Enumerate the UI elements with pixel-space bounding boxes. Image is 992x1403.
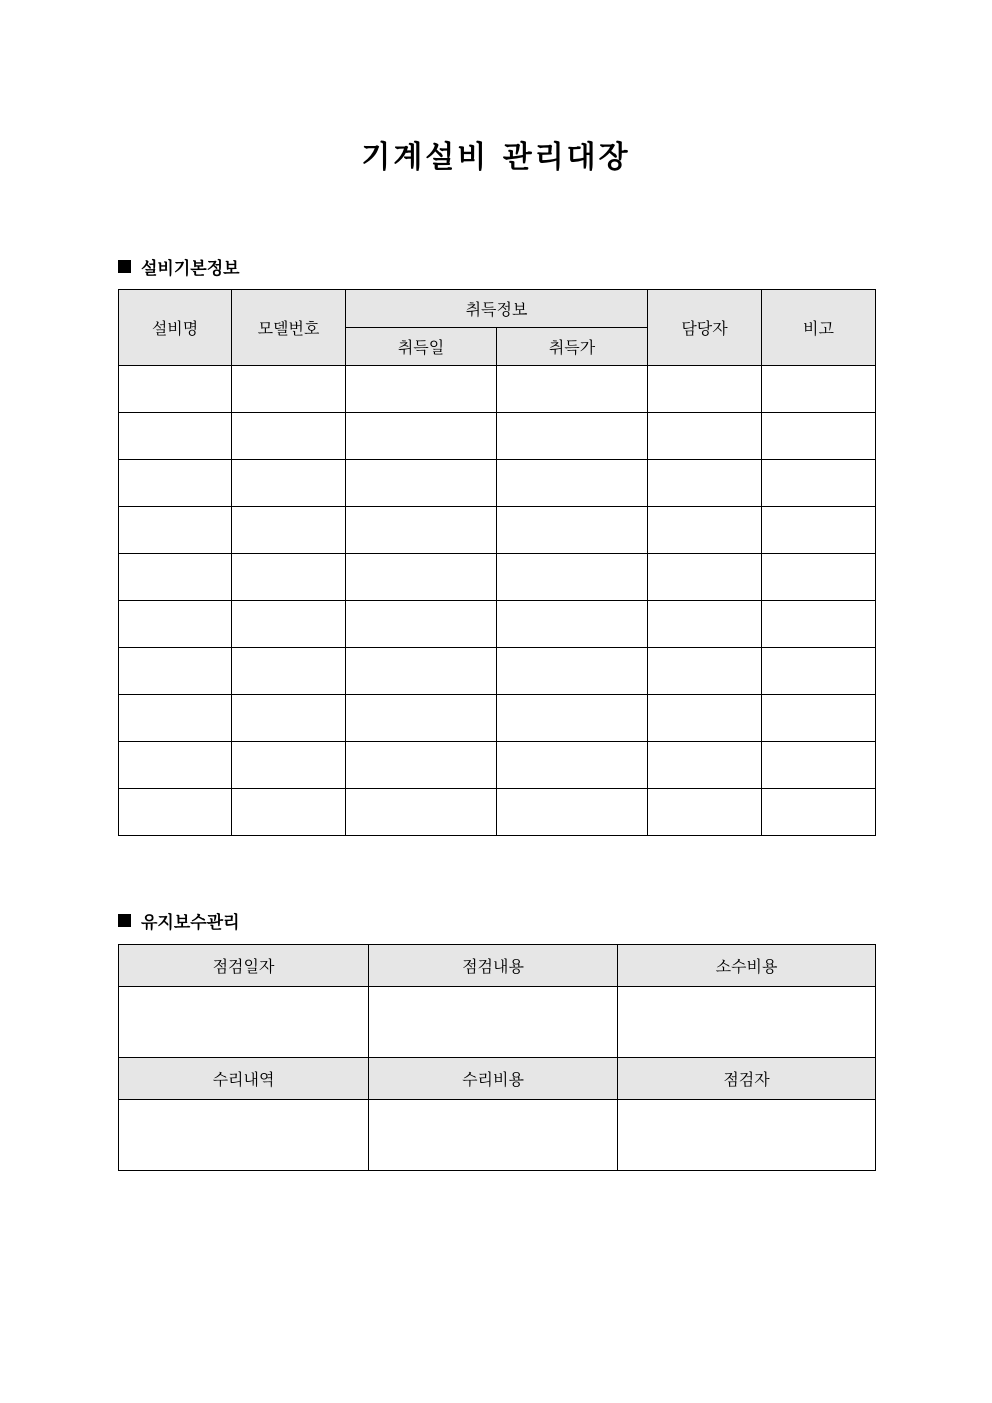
header-repair-cost-small: 소수비용: [618, 945, 876, 987]
table-row: [119, 366, 876, 413]
header-inspection-date: 점검일자: [119, 945, 369, 987]
table-cell[interactable]: [346, 601, 497, 648]
table-cell[interactable]: [346, 413, 497, 460]
table-cell[interactable]: [119, 554, 232, 601]
table-cell[interactable]: [648, 742, 762, 789]
table-cell[interactable]: [497, 460, 648, 507]
table-cell[interactable]: [119, 366, 232, 413]
table-cell[interactable]: [648, 460, 762, 507]
table-cell[interactable]: [346, 695, 497, 742]
equipment-basic-info-table: [118, 289, 876, 836]
table-row: [119, 460, 876, 507]
table-cell[interactable]: [648, 554, 762, 601]
table-cell[interactable]: [762, 554, 876, 601]
table-row: [119, 1100, 876, 1171]
header-inspection-content: 점검내용: [369, 945, 618, 987]
table-row: [119, 789, 876, 836]
table-cell[interactable]: [119, 742, 232, 789]
table-cell[interactable]: [232, 601, 346, 648]
table-cell[interactable]: [648, 695, 762, 742]
header-repair-history: 수리내역: [119, 1058, 369, 1100]
table-cell[interactable]: [762, 413, 876, 460]
table-cell[interactable]: [497, 507, 648, 554]
table-cell[interactable]: [232, 648, 346, 695]
table-cell[interactable]: [232, 695, 346, 742]
table-cell[interactable]: [346, 648, 497, 695]
table-cell[interactable]: [232, 366, 346, 413]
table-row: [119, 507, 876, 554]
repair-cost-small-cell[interactable]: [618, 987, 876, 1058]
table-row: [119, 413, 876, 460]
table-cell[interactable]: [648, 366, 762, 413]
table-cell[interactable]: [119, 695, 232, 742]
table-cell[interactable]: [232, 554, 346, 601]
inspector-cell[interactable]: [618, 1100, 876, 1171]
table-cell[interactable]: [346, 507, 497, 554]
table-cell[interactable]: [648, 648, 762, 695]
table-cell[interactable]: [648, 507, 762, 554]
maintenance-table: [118, 944, 876, 1171]
section-heading-label: 설비기본정보: [141, 259, 240, 279]
table-cell[interactable]: [232, 507, 346, 554]
table-cell[interactable]: [119, 648, 232, 695]
table-cell[interactable]: [346, 554, 497, 601]
section-heading-label: 유지보수관리: [141, 913, 240, 933]
table-cell[interactable]: [346, 460, 497, 507]
table-row: [119, 742, 876, 789]
table-cell[interactable]: [346, 742, 497, 789]
table-cell[interactable]: [762, 742, 876, 789]
table-cell[interactable]: [762, 460, 876, 507]
table-cell[interactable]: [497, 742, 648, 789]
table-cell[interactable]: [232, 742, 346, 789]
header-remarks: 비고: [762, 290, 876, 366]
table-cell[interactable]: [648, 789, 762, 836]
table-cell[interactable]: [119, 507, 232, 554]
table-cell[interactable]: [762, 789, 876, 836]
table-cell[interactable]: [762, 507, 876, 554]
header-model-number: 모델번호: [232, 290, 346, 366]
repair-cost-cell[interactable]: [369, 1100, 618, 1171]
table-cell[interactable]: [232, 413, 346, 460]
table-cell[interactable]: [119, 460, 232, 507]
repair-history-cell[interactable]: [119, 1100, 369, 1171]
square-bullet-icon: [118, 260, 131, 273]
table-cell[interactable]: [497, 413, 648, 460]
table-cell[interactable]: [119, 413, 232, 460]
table-row: [119, 601, 876, 648]
table-cell[interactable]: [762, 601, 876, 648]
section-heading-maintenance: [118, 908, 240, 933]
table-cell[interactable]: [497, 789, 648, 836]
table-row: [119, 554, 876, 601]
table-cell[interactable]: [762, 695, 876, 742]
header-manager: 담당자: [648, 290, 762, 366]
header-acquisition-price: 취득가: [497, 328, 648, 366]
inspection-content-cell[interactable]: [369, 987, 618, 1058]
table-cell[interactable]: [648, 413, 762, 460]
table-cell[interactable]: [232, 789, 346, 836]
table-cell[interactable]: [497, 554, 648, 601]
table-row: [119, 987, 876, 1058]
inspection-date-cell[interactable]: [119, 987, 369, 1058]
page-title: 기계설비 관리대장: [361, 140, 631, 175]
section-heading-basic-info: [118, 254, 240, 279]
square-bullet-icon: [118, 914, 131, 927]
table-cell[interactable]: [497, 695, 648, 742]
header-acquisition-date: 취득일: [346, 328, 497, 366]
table-row: [119, 648, 876, 695]
header-inspector: 점검자: [618, 1058, 876, 1100]
table-cell[interactable]: [648, 601, 762, 648]
table-cell[interactable]: [497, 366, 648, 413]
table-cell[interactable]: [762, 366, 876, 413]
table-cell[interactable]: [232, 460, 346, 507]
table-cell[interactable]: [119, 601, 232, 648]
table-cell[interactable]: [346, 789, 497, 836]
table-cell[interactable]: [346, 366, 497, 413]
header-repair-cost: 수리비용: [369, 1058, 618, 1100]
header-acquisition-info: 취득정보: [346, 290, 648, 328]
table-cell[interactable]: [119, 789, 232, 836]
header-equipment-name: 설비명: [119, 290, 232, 366]
table-cell[interactable]: [497, 601, 648, 648]
table-cell[interactable]: [762, 648, 876, 695]
table-row: [119, 695, 876, 742]
table-cell[interactable]: [497, 648, 648, 695]
